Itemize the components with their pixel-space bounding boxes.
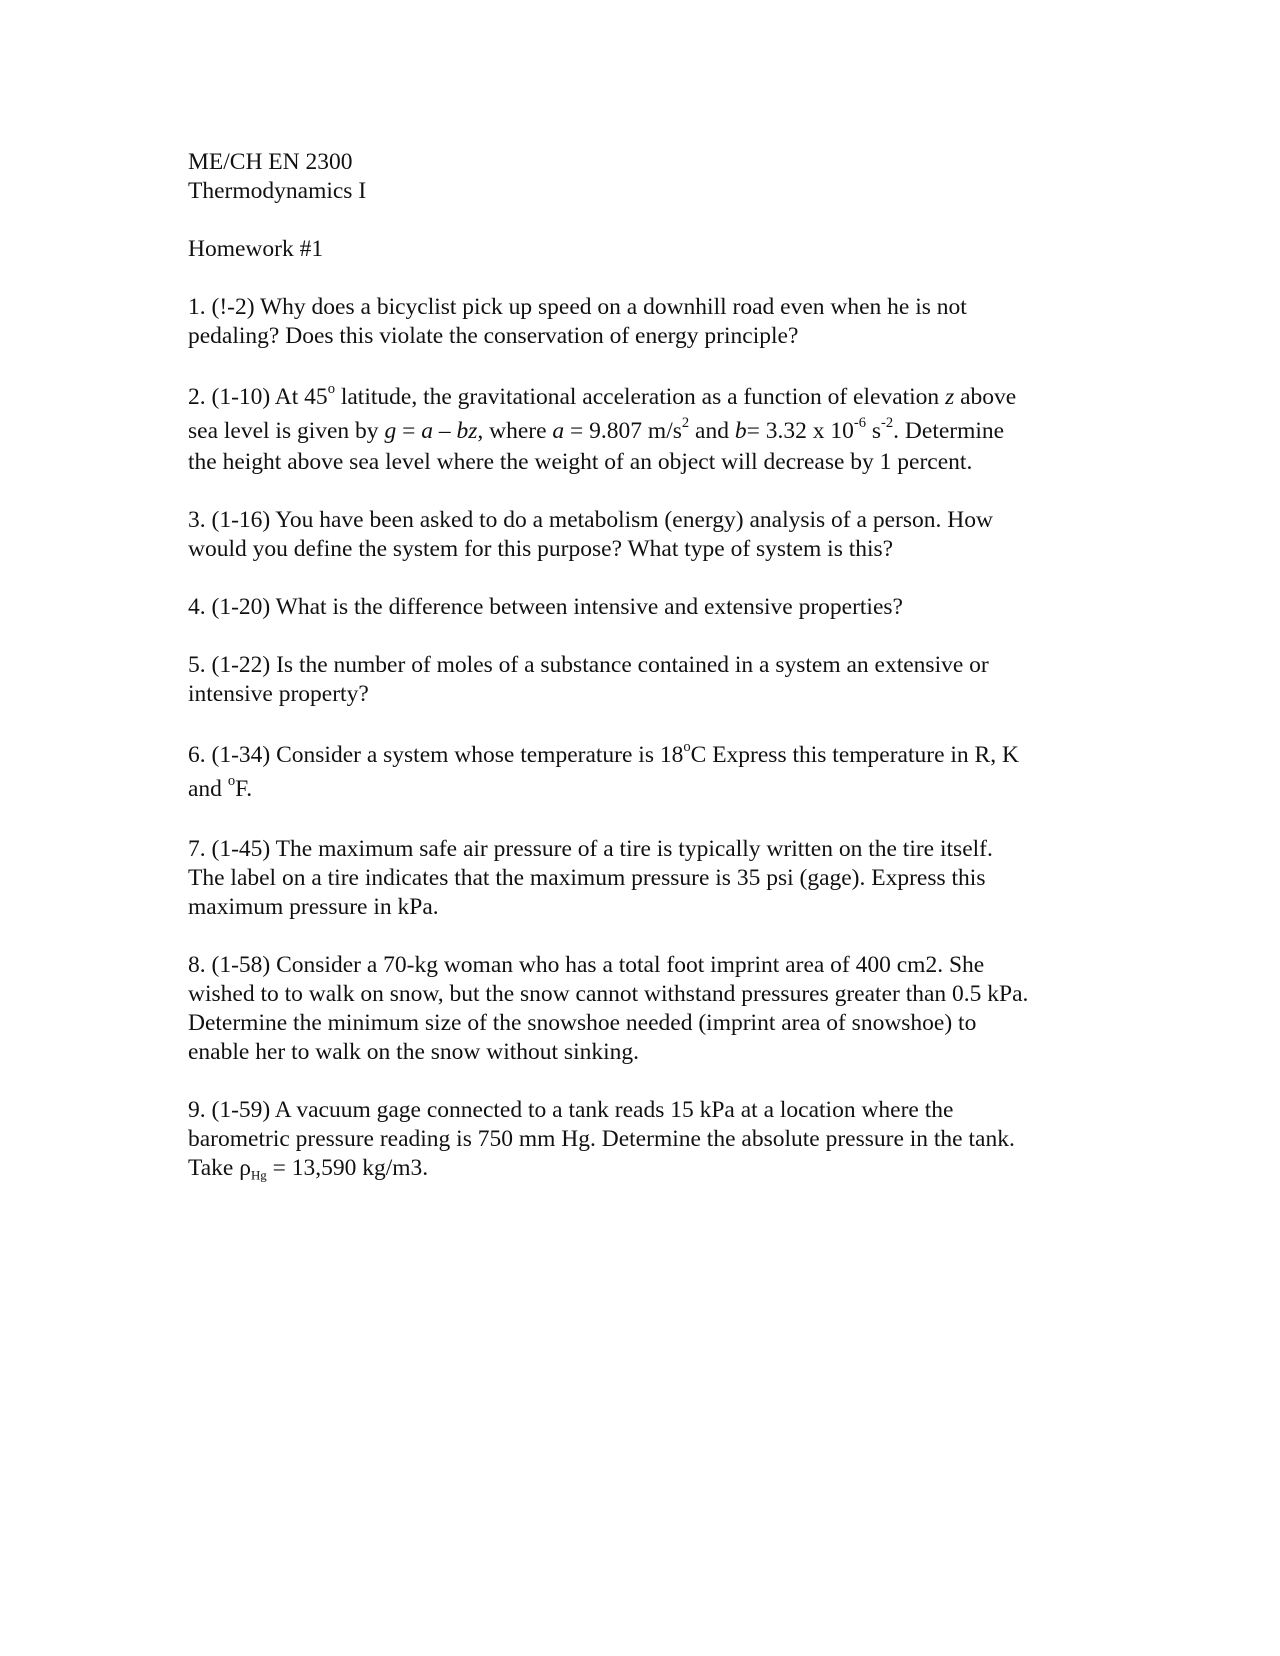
- text-run: s: [866, 418, 882, 444]
- problem-line: 1. (!-2) Why does a bicyclist pick up speed on a downhill road even when he is not: [188, 294, 967, 320]
- problem-line: would you define the system for this purpose? What type of system is this?: [188, 536, 894, 562]
- document-header: [188, 148, 1088, 206]
- text-run: 6. (1-34) Consider a system whose temperature is 18: [188, 742, 684, 768]
- variable-a: a: [552, 418, 565, 444]
- text-run: . Determine: [893, 418, 1005, 444]
- problem-6: [188, 738, 1088, 806]
- text-run: and: [188, 776, 228, 802]
- text-run: = 3.32 x 10: [746, 418, 854, 444]
- course-code: ME/CH EN 2300: [188, 149, 353, 175]
- text-run: = 9.807 m/s: [564, 418, 682, 444]
- variable-b: b: [734, 418, 747, 444]
- rho-symbol: ρ: [239, 1155, 251, 1181]
- problem-1: [188, 293, 1088, 351]
- subscript-hg: Hg: [250, 1167, 267, 1183]
- degree-symbol: o: [327, 381, 335, 398]
- homework-label: Homework #1: [188, 236, 324, 262]
- problem-9: [188, 1096, 1088, 1183]
- course-title: Thermodynamics I: [188, 178, 367, 204]
- problem-4: [188, 593, 1088, 622]
- exponent: 2: [681, 415, 690, 432]
- text-run: latitude, the gravitational acceleration as a function of elevation: [334, 384, 946, 410]
- assignment-title: [188, 235, 1088, 264]
- problem-line: [188, 380, 1088, 414]
- problem-line: 4. (1-20) What is the difference between intensive and extensive properties?: [188, 594, 903, 620]
- text-run: F.: [235, 776, 253, 802]
- problem-line: enable her to walk on the snow without sinking.: [188, 1039, 639, 1065]
- degree-symbol: o: [227, 773, 236, 790]
- problem-line: 5. (1-22) Is the number of moles of a substance contained in a system an extensive or: [188, 652, 989, 678]
- text-run: = 13,590 kg/m3.: [266, 1155, 429, 1181]
- variable-bz: bz: [456, 418, 478, 444]
- text-run: , where: [477, 418, 553, 444]
- problem-line: the height above sea level where the weight of an object will decrease by 1 percent.: [188, 449, 973, 475]
- problem-3: [188, 506, 1088, 564]
- text-run: above: [954, 384, 1017, 410]
- problem-line: pedaling? Does this violate the conservation of energy principle?: [188, 323, 799, 349]
- homework-document: [188, 148, 1088, 1212]
- text-run: 2. (1-10) At 45: [188, 384, 328, 410]
- text-run: C Express this temperature in R, K: [690, 742, 1019, 768]
- problem-line: Determine the minimum size of the snowshoe needed (imprint area of snowshoe) to: [188, 1010, 977, 1036]
- problem-line: [188, 414, 1088, 448]
- problem-line: 9. (1-59) A vacuum gage connected to a tank reads 15 kPa at a location where the: [188, 1097, 954, 1123]
- problem-line: [188, 738, 1088, 772]
- problem-line: [188, 772, 1088, 806]
- variable-a: a: [421, 418, 433, 444]
- problem-line: barometric pressure reading is 750 mm Hg. Determine the absolute pressure in the tank.: [188, 1126, 1015, 1152]
- problem-8: [188, 951, 1088, 1067]
- exponent: -6: [853, 415, 866, 432]
- text-run: –: [432, 418, 457, 444]
- text-run: Take: [188, 1155, 240, 1181]
- problem-line: 7. (1-45) The maximum safe air pressure of a tire is typically written on the tire itself.: [188, 836, 993, 862]
- problem-2: [188, 380, 1088, 477]
- problem-5: [188, 651, 1088, 709]
- problem-line: maximum pressure in kPa.: [188, 894, 439, 920]
- text-run: =: [396, 418, 422, 444]
- problem-line: The label on a tire indicates that the maximum pressure is 35 psi (gage). Express this: [188, 865, 986, 891]
- variable-g: g: [384, 418, 397, 444]
- text-run: and: [689, 418, 735, 444]
- problem-line: 8. (1-58) Consider a 70-kg woman who has a total foot imprint area of 400 cm2. She: [188, 952, 985, 978]
- problem-line: [188, 1154, 1088, 1183]
- text-run: sea level is given by: [188, 418, 385, 444]
- degree-symbol: o: [683, 739, 691, 756]
- problem-line: wished to to walk on snow, but the snow cannot withstand pressures greater than 0.5 kPa.: [188, 981, 1029, 1007]
- problem-line: 3. (1-16) You have been asked to do a metabolism (energy) analysis of a person. How: [188, 507, 993, 533]
- problem-line: intensive property?: [188, 681, 369, 707]
- variable-z: z: [945, 384, 955, 410]
- problem-7: [188, 835, 1088, 922]
- exponent: -2: [881, 415, 894, 432]
